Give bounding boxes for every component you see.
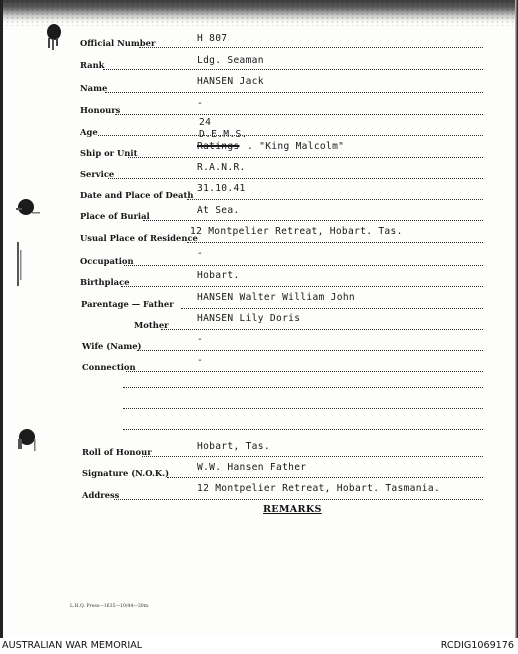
birthplace-label: Birthplace [80,277,130,287]
wife-value: - [197,334,204,345]
service-value: R.A.N.R. [197,162,246,173]
birthplace-value: Hobart. [197,270,240,281]
rank-line [103,69,483,70]
place-of-burial-line [143,220,483,221]
address-label: Address [82,490,120,500]
date-place-death-line [187,199,483,200]
mother-line [161,329,483,330]
name-label: Name [80,83,108,93]
wife-line [137,350,483,351]
official-number-value: H 807 [197,33,228,44]
age-label: Age [80,127,98,137]
honours-label: Honours [80,105,121,115]
official-number-label: Official Number [80,38,156,48]
wife-label: Wife (Name) [82,341,142,351]
date-place-death-value: 31.10.41 [197,183,246,194]
roll-of-honour-label: Roll of Honour [82,447,152,457]
archive-name: AUSTRALIAN WAR MEMORIAL [2,640,143,651]
father-label: Parentage — Father [81,299,174,309]
ship-or-unit-value: . "King Malcolm" [247,141,345,152]
ship-annotation-value: D.E.M.S. [199,129,248,140]
mother-value: HANSEN Lily Doris [197,313,301,324]
caption-bar [0,638,518,654]
name-value: HANSEN Jack [197,76,264,87]
residence-value: 12 Montpelier Retreat, Hobart. Tas. [190,226,403,237]
ship-or-unit-label: Ship or Unit [80,148,138,158]
age-line [98,135,483,136]
ship-struck-value: Ratings [197,141,240,152]
age-value: 24 [199,117,212,128]
occupation-value: - [197,248,204,259]
father-line [181,308,483,309]
connection-extra-line [123,408,483,409]
connection-extra-line [123,387,483,388]
service-line [108,178,483,179]
roll-of-honour-value: Hobart, Tas. [197,441,270,452]
rank-label: Rank [80,60,105,70]
print-note: L.H.Q. Press—1635—10/44—30m. [70,604,150,609]
date-place-death-label: Date and Place of Death [80,190,194,200]
remarks-heading: REMARKS [263,504,322,515]
signature-line [167,477,483,478]
mother-label: Mother [134,320,169,330]
occupation-label: Occupation [80,256,134,266]
residence-line [187,242,483,243]
punch-hole-icon [14,425,42,449]
roll-of-honour-line [142,456,483,457]
address-value: 12 Montpelier Retreat, Hobart. Tasmania. [197,483,441,494]
punch-mark-icon [14,242,42,266]
honours-line [115,114,483,115]
service-label: Service [80,169,115,179]
place-of-burial-value: At Sea. [197,205,240,216]
rank-value: Ldg. Seaman [197,55,264,66]
scan-edge-left [0,0,3,638]
signature-label: Signature (N.O.K.) [82,468,170,478]
record-id: RCDIG1069176 [440,640,514,651]
residence-label: Usual Place of Residence [80,233,198,243]
official-number-line [139,47,483,48]
address-line [114,499,483,500]
birthplace-line [121,286,483,287]
place-of-burial-label: Place of Burial [80,211,150,221]
scan-speckle [0,0,518,26]
honours-value: - [197,98,204,109]
connection-line [126,371,483,372]
occupation-line [124,265,483,266]
ship-or-unit-line [128,157,483,158]
name-line [105,92,483,93]
connection-extra-line [123,429,483,430]
punch-hole-icon [14,196,42,220]
punch-hole-icon [42,20,70,44]
connection-label: Connection [82,362,136,372]
signature-value: W.W. Hansen Father [197,462,307,473]
connection-value: - [197,355,204,366]
father-value: HANSEN Walter William John [197,292,355,303]
